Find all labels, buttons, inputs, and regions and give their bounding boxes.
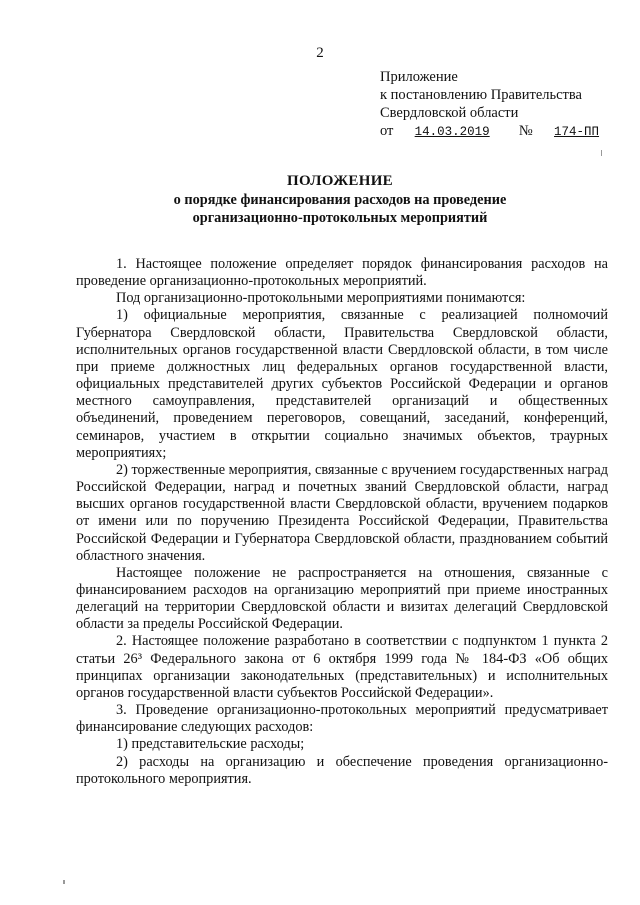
paragraph-9: 2) расходы на организацию и обеспечение проведения организационно-протокольного мероприятия. <box>76 753 608 787</box>
approval-block <box>380 68 630 141</box>
document-subtitle-line2: организационно-протокольных мероприятий <box>192 210 488 226</box>
paragraph-6: 2. Настоящее положение разработано в соответствии с подпунктом 1 пункта 2 статьи 26³ Федерального закона от 6 октября 1999 года № 184-ФЗ «Об общих принципах организации законодательных (представительных) и исполнительных органов государственной власти субъектов Российской Федерации». <box>76 633 608 701</box>
resolution-number: 174-ПП <box>554 125 600 139</box>
document-heading <box>40 172 640 227</box>
approval-date-number-line <box>380 122 630 141</box>
paragraph-8: 1) представительские расходы; <box>116 736 305 753</box>
document-title: ПОЛОЖЕНИЕ <box>287 173 393 189</box>
paragraph-1: 1. Настоящее положение определяет порядок финансирования расходов на проведение организационно-протокольных мероприятий. <box>76 256 608 290</box>
scan-mark <box>63 880 65 884</box>
paragraph-5: Настоящее положение не распространяется на отношения, связанные с финансированием расходов на организацию мероприятий при приеме иностранных делегаций на территории Свердловской области и визитах делегаций Свердловской области за пределы Российской Федерации. <box>76 564 608 633</box>
number-label: № <box>518 123 533 139</box>
approval-line-region: Свердловской области <box>380 105 519 121</box>
paragraph-7: 3. Проведение организационно-протокольных мероприятий предусматривает финансирование следующих расходов: <box>76 702 608 736</box>
scan-mark <box>601 150 602 156</box>
approval-line-resolution: к постановлению Правительства <box>380 87 582 103</box>
document-subtitle-line1: о порядке финансирования расходов на проведение <box>173 192 507 208</box>
paragraph-2: Под организационно-протокольными мероприятиями понимаются: <box>116 290 526 307</box>
resolution-date: 14.03.2019 <box>414 125 490 139</box>
paragraph-3: 1) официальные мероприятия, связанные с реализацией полномочий Губернатора Свердловской области, Правительства Свердловской области, исполнительных органов государственной власти Свердловской области, в том числе при приеме должностных лиц федеральных органов государственной власти, официальных представителей других субъектов Российской Федерации и органов местного самоуправления, представителей организаций и общественных объединений, проведением переговоров, совещаний, заседаний, конференций, семинаров, участием в открытии социально значимых объектов, траурных мероприятиях; <box>76 307 608 461</box>
page-number: 2 <box>316 45 324 61</box>
document-body <box>76 256 608 788</box>
paragraph-4: 2) торжественные мероприятия, связанные с вручением государственных наград Российской Федерации, наград и почетных званий Свердловской области, наград высших органов государственной власти Свердловской области, вручением подарков от имени или по поручению Президента Российской Федерации, Правительства Российской Федерации и Губернатора Свердловской области, празднованием событий областного значения. <box>76 461 608 564</box>
from-label: от <box>380 123 394 139</box>
approval-line-appendix: Приложение <box>380 69 458 85</box>
